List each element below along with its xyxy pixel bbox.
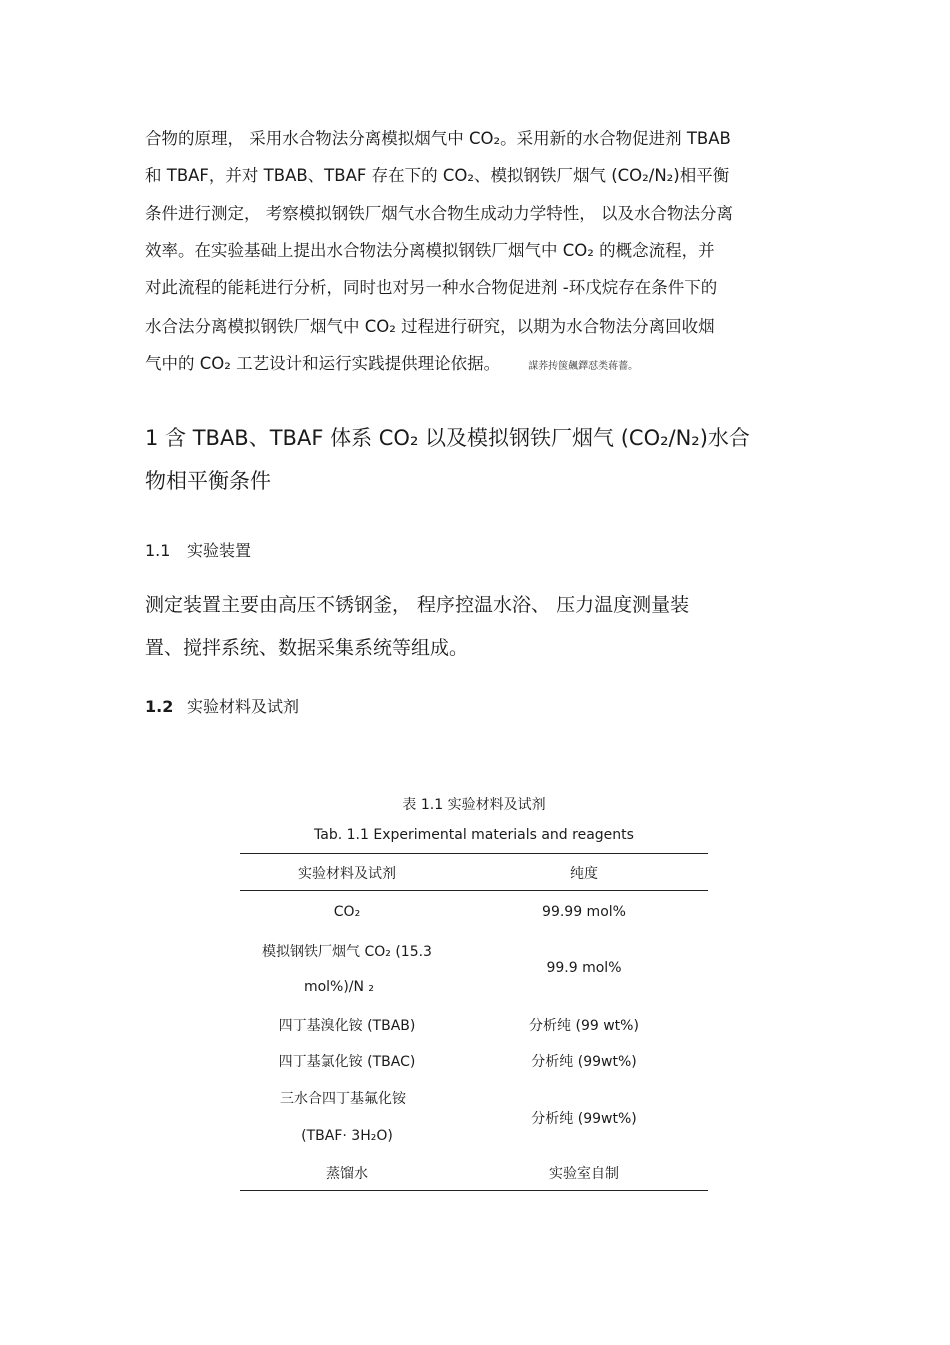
subsection-title: 实验材料及试剂 — [187, 697, 300, 716]
table-header-material: 实验材料及试剂 — [298, 866, 396, 882]
table-cell-material: CO₂ — [333, 904, 361, 920]
table-caption-cn: 表 1.1 实验材料及试剂 — [402, 797, 546, 813]
table-cell-material: 模拟钢铁厂烟气 CO₂ (15.3 — [262, 944, 432, 960]
subsection-heading-1-2 — [145, 694, 299, 717]
section-heading-line2: 物相平衡条件 — [145, 469, 271, 493]
table-header-purity: 纯度 — [570, 866, 598, 882]
apparatus-line: 测定装置主要由高压不锈钢釜， 程序控温水浴、 压力温度测量装 — [145, 594, 690, 616]
subsection-title: 实验装置 — [187, 541, 252, 560]
table-cell-material: 三水合四丁基氟化铵 — [280, 1091, 406, 1107]
table-header-rule — [240, 890, 708, 891]
table-cell-purity: 实验室自制 — [549, 1166, 619, 1182]
paragraph-line: 条件进行测定， 考察模拟钢铁厂烟气水合物生成动力学特性， 以及水合物法分离 — [145, 204, 733, 223]
watermark-text: 謀荞抟箧飆鐸怼类蒋薔。 — [528, 361, 639, 372]
table-cell-material: mol%)/N ₂ — [303, 979, 375, 995]
table-cell-material: 四丁基氯化铵 (TBAC) — [278, 1054, 416, 1070]
subsection-heading-1-1 — [145, 538, 251, 561]
table-cell-material: 蒸馏水 — [326, 1166, 368, 1182]
table-cell-material: (TBAF· 3H₂O) — [301, 1128, 393, 1144]
table-top-rule — [240, 853, 708, 854]
paragraph-last-line — [145, 350, 638, 374]
table-cell-purity: 99.99 mol% — [542, 904, 626, 920]
table-cell-purity: 99.9 mol% — [546, 960, 622, 976]
table-cell-material: 四丁基溴化铵 (TBAB) — [278, 1018, 416, 1034]
section-heading-line1: 1 含 TBAB、TBAF 体系 CO₂ 以及模拟钢铁厂烟气 (CO₂/N₂)水合 — [145, 426, 750, 450]
table-cell-purity: 分析纯 (99wt%) — [531, 1111, 637, 1127]
paragraph-line: 效率。在实验基础上提出水合物法分离模拟钢铁厂烟气中 CO₂ 的概念流程，并 — [145, 241, 715, 260]
table-cell-purity: 分析纯 (99 wt%) — [529, 1018, 639, 1034]
paragraph-line: 和 TBAF，并对 TBAB、TBAF 存在下的 CO₂、模拟钢铁厂烟气 (CO₂/N₂)相平衡 — [145, 166, 730, 185]
table-cell-purity: 分析纯 (99wt%) — [531, 1054, 637, 1070]
paragraph-line: 合物的原理， 采用水合物法分离模拟烟气中 CO₂。采用新的水合物促进剂 TBAB — [145, 129, 731, 148]
subsection-number: 1.2 — [145, 697, 174, 716]
table-caption-en: Tab. 1.1 Experimental materials and reagents — [314, 827, 634, 843]
table-bottom-rule — [240, 1190, 708, 1191]
paragraph-line: 水合法分离模拟钢铁厂烟气中 CO₂ 过程进行研究，以期为水合物法分离回收烟 — [145, 317, 715, 336]
paragraph-line-text: 气中的 CO₂ 工艺设计和运行实践提供理论依据。 — [145, 354, 501, 373]
subsection-number: 1.1 — [145, 541, 171, 560]
paragraph-line: 对此流程的能耗进行分析，同时也对另一种水合物促进剂 -环戊烷存在条件下的 — [145, 278, 718, 297]
apparatus-line: 置、搅拌系统、数据采集系统等组成。 — [145, 637, 469, 659]
